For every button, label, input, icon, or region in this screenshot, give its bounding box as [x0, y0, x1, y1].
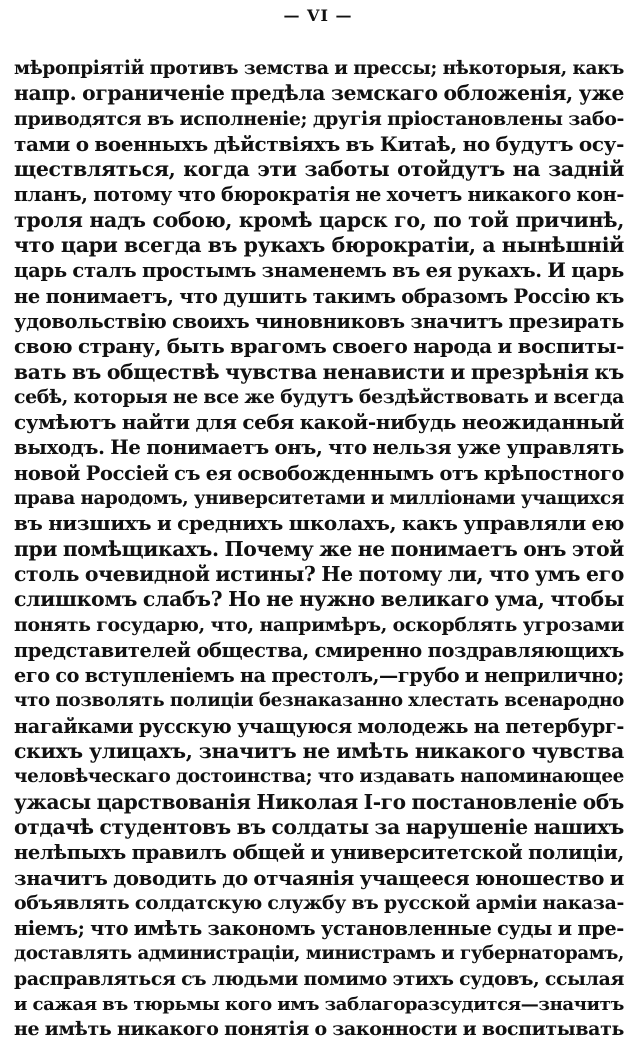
body-text — [14, 56, 624, 1043]
text-line: царь сталъ простымъ знаменемъ въ ея рукахъ. И царь — [14, 259, 624, 283]
text-line: выходъ. Не понимаетъ онъ, что нельзя уже управлять — [14, 436, 624, 460]
text-line: не имѣть никакого понятія о законности и воспитывать — [14, 1018, 624, 1041]
text-line: нагайками русскую учащуюся молодежь на петербург- — [14, 714, 624, 738]
text-line: себѣ, которыя не все же будутъ бездѣйствовать и всегда — [14, 385, 624, 408]
text-line: представителей общества, смиренно поздравляющихъ — [14, 638, 624, 662]
text-line: новой Россіей съ ея освобожденнымъ отъ крѣпостного — [14, 461, 624, 485]
text-line: скихъ улицахъ, значитъ не имѣть никакого чувства — [14, 739, 624, 764]
text-line: не понимаетъ, что душить такимъ образомъ Россію къ — [14, 284, 624, 308]
text-line: слишкомъ слабъ? Но не нужно великаго ума, чтобы — [14, 587, 624, 612]
text-line: въ низшихъ и среднихъ школахъ, какъ управляли ею — [14, 511, 624, 536]
text-line: расправляться съ людьми помимо этихъ судовъ, ссылая — [14, 967, 624, 990]
text-line: планъ, потому что бюрократія не хочетъ никакого кон- — [14, 183, 624, 207]
text-line: мѣропріятій противъ земства и прессы; нѣкоторыя, какъ — [14, 58, 624, 79]
text-line: права народомъ, университетами и милліонами учащихся — [14, 488, 624, 510]
text-line: значитъ доводить до отчаянія учащееся юношество и — [14, 866, 624, 890]
text-line: отдачѣ студентовъ въ солдаты за нарушеніе нашихъ — [14, 814, 624, 839]
text-line: при помѣщикахъ. Почему же не понимаетъ онъ этой — [14, 536, 624, 561]
text-line: удовольствію своихъ чиновниковъ значитъ презирать — [14, 309, 624, 333]
text-line: ужасы царствованія Николая І-го постановленіе объ — [14, 789, 624, 814]
text-line: столь очевидной истины? Не потому ли, что умъ его — [14, 561, 624, 586]
text-line: вать въ обществѣ чувства ненависти и презрѣнія къ — [14, 359, 624, 384]
text-line: его со вступленіемъ на престолъ,—грубо и неприлично; — [14, 664, 624, 688]
text-line: и сажая въ тюрьмы кого имъ заблагоразсудится—значитъ — [14, 993, 624, 1015]
text-line: тами о военныхъ дѣйствіяхъ въ Китаѣ, но будутъ осу- — [14, 131, 624, 156]
text-line: человѣческаго достоинства; что издавать напоминающее — [14, 766, 624, 788]
text-line: объявлять солдатскую службу въ русской арміи наказа- — [14, 891, 624, 914]
text-line: ществляться, когда эти заботы отойдутъ на задній — [14, 157, 624, 182]
text-line: ніемъ; что имѣть закономъ установленные суды и пре- — [14, 917, 624, 941]
page-number-header: — VI — — [283, 6, 353, 25]
text-line: свою страну, быть врагомъ своего народа и воспиты- — [14, 334, 624, 359]
text-line: приводятся въ исполненіе; другія пріостановлены забо- — [14, 107, 624, 130]
text-line: понять государю, что, напримѣръ, оскорблять угрозами — [14, 613, 624, 636]
text-line: напр. ограниченіе предѣла земскаго обложенія, уже — [14, 81, 624, 106]
text-line: нелѣпыхъ правилъ общей и университетской полиціи, — [14, 841, 624, 865]
text-line: что позволять полиціи безнаказанно хлестать всенародно — [14, 690, 624, 712]
text-line: что цари всегда въ рукахъ бюрократіи, а нынѣшній — [14, 233, 624, 258]
text-line: троля надъ собою, кромѣ царск го, по той причинѣ, — [14, 207, 624, 232]
text-line: сумѣютъ найти для себя какой-нибудь неожиданный — [14, 410, 624, 435]
text-line: доставлять администраціи, министрамъ и губернаторамъ, — [14, 943, 624, 965]
